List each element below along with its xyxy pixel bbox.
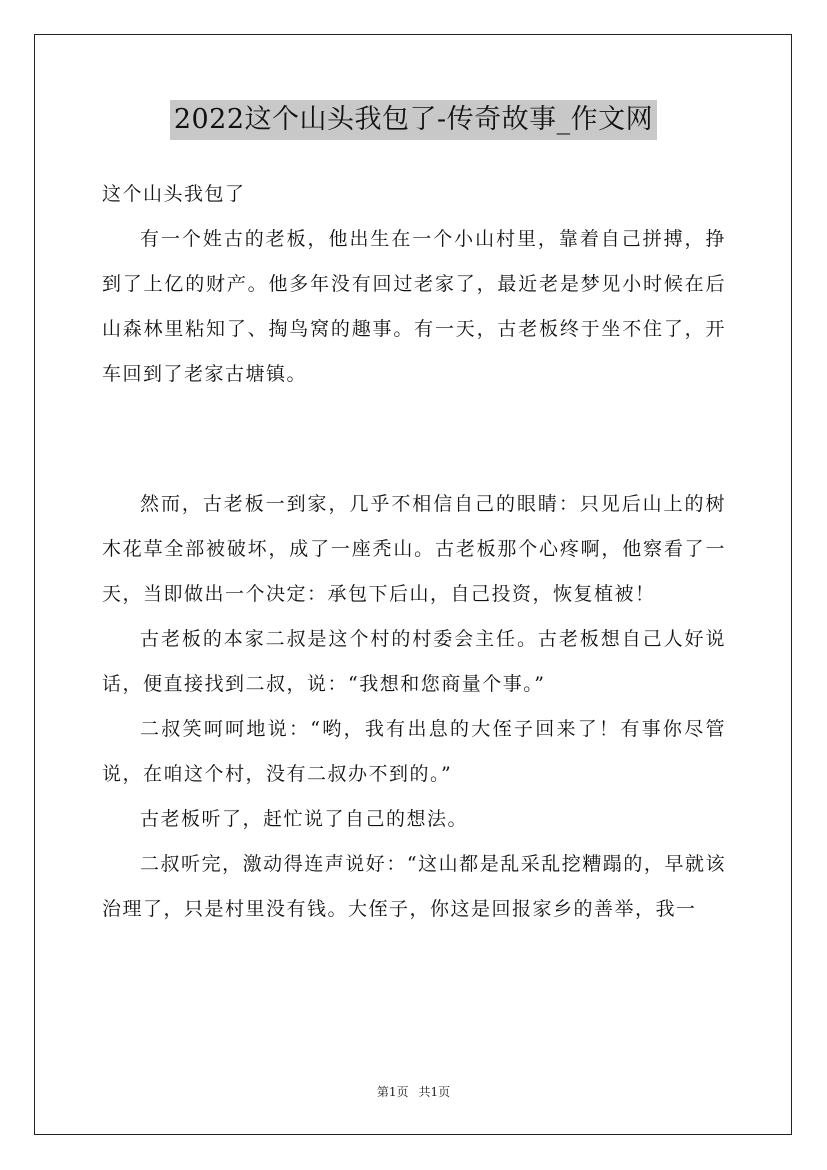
page-total: 共1页 <box>418 1085 451 1099</box>
paragraph: 古老板听了，赶忙说了自己的想法。 <box>140 808 469 830</box>
paragraph: 二叔笑呵呵地说：“哟，我有出息的大侄子回来了！有事你尽管说，在咱这个村，没有二叔办不到的。” <box>102 718 726 785</box>
document-body <box>102 172 726 932</box>
paragraph: 二叔听完，激动得连声说好：“这山都是乱采乱挖糟蹋的，早就该治理了，只是村里没有钱。大侄子，你这是回报家乡的善举，我一 <box>102 853 726 920</box>
page-footer <box>0 1083 827 1101</box>
title-container <box>0 100 827 140</box>
paragraph-gap <box>102 397 726 482</box>
page-number: 第1页 <box>376 1085 409 1099</box>
paragraph: 古老板的本家二叔是这个村的村委会主任。古老板想自己人好说话，便直接找到二叔，说：“我想和您商量个事。” <box>102 628 726 695</box>
document-title: 2022这个山头我包了-传奇故事_作文网 <box>170 100 657 140</box>
paragraph: 然而，古老板一到家，几乎不相信自己的眼睛：只见后山上的树木花草全部被破坏，成了一座秃山。古老板那个心疼啊，他察看了一天，当即做出一个决定：承包下后山，自己投资，恢复植被！ <box>102 493 726 605</box>
story-subtitle: 这个山头我包了 <box>102 183 246 205</box>
paragraph: 有一个姓古的老板，他出生在一个小山村里，靠着自己拼搏，挣到了上亿的财产。他多年没有回过老家了，最近老是梦见小时候在后山森林里粘知了、掏鸟窝的趣事。有一天，古老板终于坐不住了，开车回到了老家古塘镇。 <box>102 228 726 385</box>
